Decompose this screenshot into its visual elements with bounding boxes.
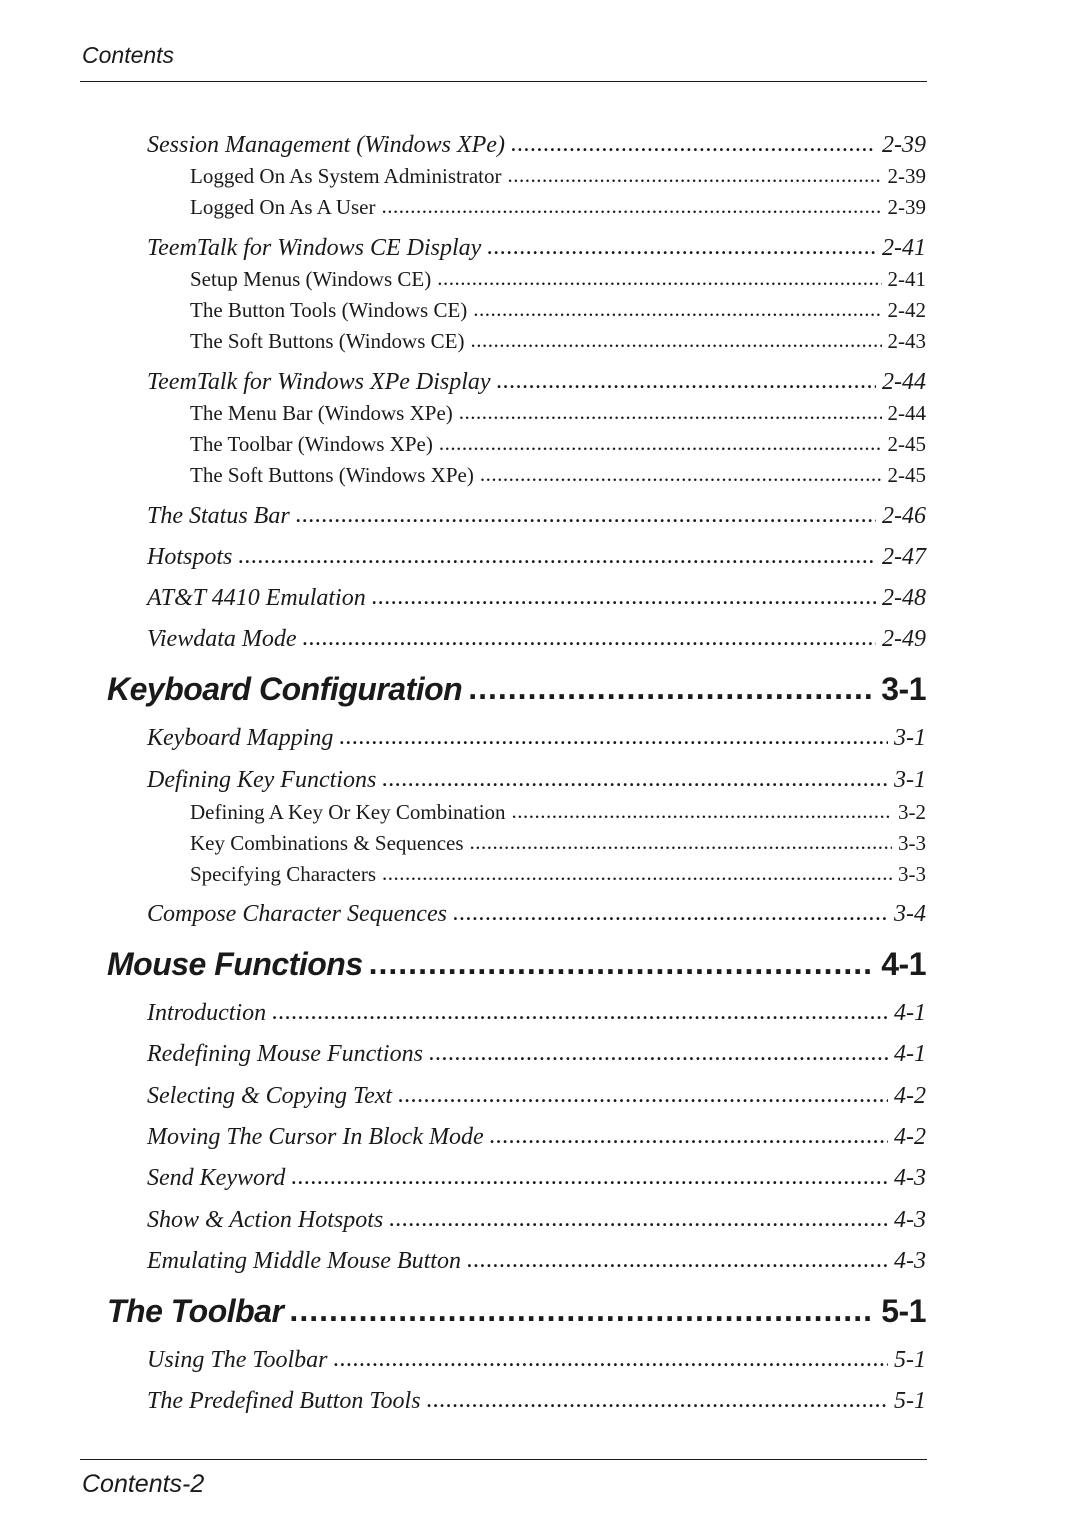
toc-entry-page: 3-3 — [898, 862, 926, 886]
toc-entry[interactable] — [147, 1125, 926, 1149]
dot-leader — [303, 626, 876, 650]
toc-entry-title: Key Combinations & Sequences — [190, 831, 464, 855]
dot-leader — [473, 299, 881, 320]
toc-entry-page: 2-45 — [887, 432, 926, 456]
toc-entry-title: Redefining Mouse Functions — [147, 1041, 423, 1067]
toc-entry[interactable] — [147, 1208, 926, 1232]
toc-entry-title: Viewdata Mode — [147, 626, 297, 652]
dot-leader — [427, 1388, 888, 1412]
toc-chapter-title: Mouse Functions — [107, 946, 363, 982]
toc-entry-page: 2-46 — [882, 503, 926, 529]
toc-entry[interactable] — [147, 236, 926, 260]
toc-entry-page: 4-3 — [894, 1165, 926, 1191]
toc-chapter[interactable] — [107, 673, 926, 705]
toc-entry-title: TeemTalk for Windows CE Display — [147, 235, 482, 261]
toc-chapter-page: 5-1 — [881, 1293, 926, 1329]
dot-leader — [369, 947, 876, 979]
dot-leader — [389, 1207, 888, 1231]
toc-entry[interactable] — [147, 545, 926, 569]
toc-entry-title: Show & Action Hotspots — [147, 1207, 384, 1233]
toc-entry[interactable] — [147, 133, 926, 157]
toc-entry-page: 4-2 — [894, 1083, 926, 1109]
dot-leader — [372, 585, 876, 609]
toc-chapter-title: Keyboard Configuration — [107, 671, 463, 707]
toc-entry-page: 3-1 — [894, 767, 926, 793]
toc-entry-title: The Predefined Button Tools — [147, 1388, 421, 1414]
toc-entry[interactable] — [147, 1389, 926, 1413]
toc-entry-title: The Soft Buttons (Windows CE) — [190, 329, 465, 353]
running-header: Contents — [82, 42, 175, 68]
toc-entry[interactable] — [147, 768, 926, 792]
toc-entry-page: 5-1 — [894, 1347, 926, 1373]
toc-entry-page: 2-44 — [882, 369, 926, 395]
toc-entry-page: 5-1 — [894, 1388, 926, 1414]
toc-entry-page: 4-1 — [894, 1000, 926, 1026]
dot-leader — [453, 901, 888, 925]
toc-entry-title: Keyboard Mapping — [147, 725, 334, 751]
toc-entry-title: Emulating Middle Mouse Button — [147, 1248, 461, 1274]
toc-entry[interactable] — [147, 370, 926, 394]
header-rule — [80, 81, 927, 82]
toc-entry-title: The Status Bar — [147, 503, 290, 529]
toc-entry-title: Logged On As System Administrator — [190, 164, 502, 188]
dot-leader — [429, 1041, 888, 1065]
dot-leader — [296, 503, 876, 527]
toc-entry-title: Moving The Cursor In Block Mode — [147, 1124, 484, 1150]
toc-entry[interactable] — [147, 1166, 926, 1190]
dot-leader — [470, 832, 892, 853]
toc-entry-title: Defining Key Functions — [147, 767, 377, 793]
dot-leader — [382, 767, 888, 791]
toc-entry-page: 3-1 — [894, 725, 926, 751]
toc-entry-title: TeemTalk for Windows XPe Display — [147, 369, 491, 395]
dot-leader — [439, 433, 882, 454]
toc-entry-title: The Menu Bar (Windows XPe) — [190, 401, 453, 425]
dot-leader — [291, 1165, 888, 1189]
toc-entry[interactable] — [190, 802, 926, 823]
dot-leader — [339, 725, 888, 749]
dot-leader — [508, 165, 882, 186]
toc-entry-title: The Soft Buttons (Windows XPe) — [190, 463, 474, 487]
toc-entry[interactable] — [190, 403, 926, 424]
toc-entry-page: 2-39 — [882, 132, 926, 158]
toc-entry[interactable] — [147, 1001, 926, 1025]
toc-entry[interactable] — [190, 331, 926, 352]
toc-entry-page: 2-39 — [887, 195, 926, 219]
toc-entry-title: Hotspots — [147, 544, 233, 570]
toc-entry-page: 3-3 — [898, 831, 926, 855]
toc-entry[interactable] — [147, 726, 926, 750]
dot-leader — [272, 1000, 888, 1024]
toc-entry-page: 2-44 — [887, 401, 926, 425]
dot-leader — [238, 544, 876, 568]
toc-entry-title: Using The Toolbar — [147, 1347, 328, 1373]
toc-chapter[interactable] — [107, 948, 926, 980]
toc-entry-page: 2-49 — [882, 626, 926, 652]
dot-leader — [398, 1083, 888, 1107]
toc-entry[interactable] — [147, 902, 926, 926]
dot-leader — [512, 801, 892, 822]
toc-entry[interactable] — [190, 269, 926, 290]
dot-leader — [334, 1347, 889, 1371]
toc-entry-title: Logged On As A User — [190, 195, 376, 219]
dot-leader — [480, 464, 882, 485]
toc-entry-page: 2-41 — [887, 267, 926, 291]
toc-entry-title: Session Management (Windows XPe) — [147, 132, 505, 158]
toc-entry[interactable] — [190, 833, 926, 854]
dot-leader — [437, 268, 881, 289]
toc-entry-page: 2-48 — [882, 585, 926, 611]
footer-rule — [80, 1459, 927, 1460]
toc-entry-title: Setup Menus (Windows CE) — [190, 267, 432, 291]
toc-entry[interactable] — [190, 864, 926, 885]
toc-entry-page: 4-3 — [894, 1207, 926, 1233]
dot-leader — [487, 235, 876, 259]
toc-entry-title: AT&T 4410 Emulation — [147, 585, 366, 611]
toc-entry[interactable] — [147, 1348, 926, 1372]
toc-entry-title: The Toolbar (Windows XPe) — [190, 432, 433, 456]
toc-chapter-title: The Toolbar — [107, 1293, 284, 1329]
toc-entry[interactable] — [190, 300, 926, 321]
toc-entry[interactable] — [190, 166, 926, 187]
dot-leader — [490, 1124, 888, 1148]
dot-leader — [511, 132, 876, 156]
dot-leader — [459, 402, 882, 423]
dot-leader — [468, 672, 875, 704]
dot-leader — [467, 1248, 888, 1272]
toc-entry-page: 2-41 — [882, 235, 926, 261]
dot-leader — [289, 1294, 875, 1326]
toc-entry-title: The Button Tools (Windows CE) — [190, 298, 468, 322]
toc-entry[interactable] — [147, 1084, 926, 1108]
toc-entry[interactable] — [190, 465, 926, 486]
toc-chapter[interactable] — [107, 1295, 926, 1327]
toc-entry-title: Compose Character Sequences — [147, 901, 447, 927]
toc-entry-title: Defining A Key Or Key Combination — [190, 800, 506, 824]
toc-entry-page: 2-42 — [887, 298, 926, 322]
dot-leader — [382, 196, 882, 217]
toc-entry-title: Specifying Characters — [190, 862, 377, 886]
toc-entry[interactable] — [147, 504, 926, 528]
toc-entry-page: 4-3 — [894, 1248, 926, 1274]
toc-entry-page: 2-43 — [887, 329, 926, 353]
toc-entry-page: 3-4 — [894, 901, 926, 927]
toc-entry[interactable] — [190, 197, 926, 218]
toc-entry-page: 2-45 — [887, 463, 926, 487]
dot-leader — [497, 369, 876, 393]
toc-entry-page: 3-2 — [898, 800, 926, 824]
toc-entry-page: 2-47 — [882, 544, 926, 570]
toc-entry-title: Introduction — [147, 1000, 267, 1026]
dot-leader — [382, 863, 892, 884]
toc-entry[interactable] — [190, 434, 926, 455]
toc-entry-title: Selecting & Copying Text — [147, 1083, 393, 1109]
toc-entry[interactable] — [147, 586, 926, 610]
toc-entry-page: 4-2 — [894, 1124, 926, 1150]
dot-leader — [470, 330, 881, 351]
page-footer: Contents-2 — [82, 1470, 205, 1498]
toc-entry-title: Send Keyword — [147, 1165, 286, 1191]
toc-entry[interactable] — [147, 1042, 926, 1066]
toc-chapter-page: 3-1 — [881, 671, 926, 707]
toc-entry[interactable] — [147, 1249, 926, 1273]
toc-entry[interactable] — [147, 627, 926, 651]
toc-entry-page: 4-1 — [894, 1041, 926, 1067]
toc-chapter-page: 4-1 — [881, 946, 926, 982]
toc-entry-page: 2-39 — [887, 164, 926, 188]
